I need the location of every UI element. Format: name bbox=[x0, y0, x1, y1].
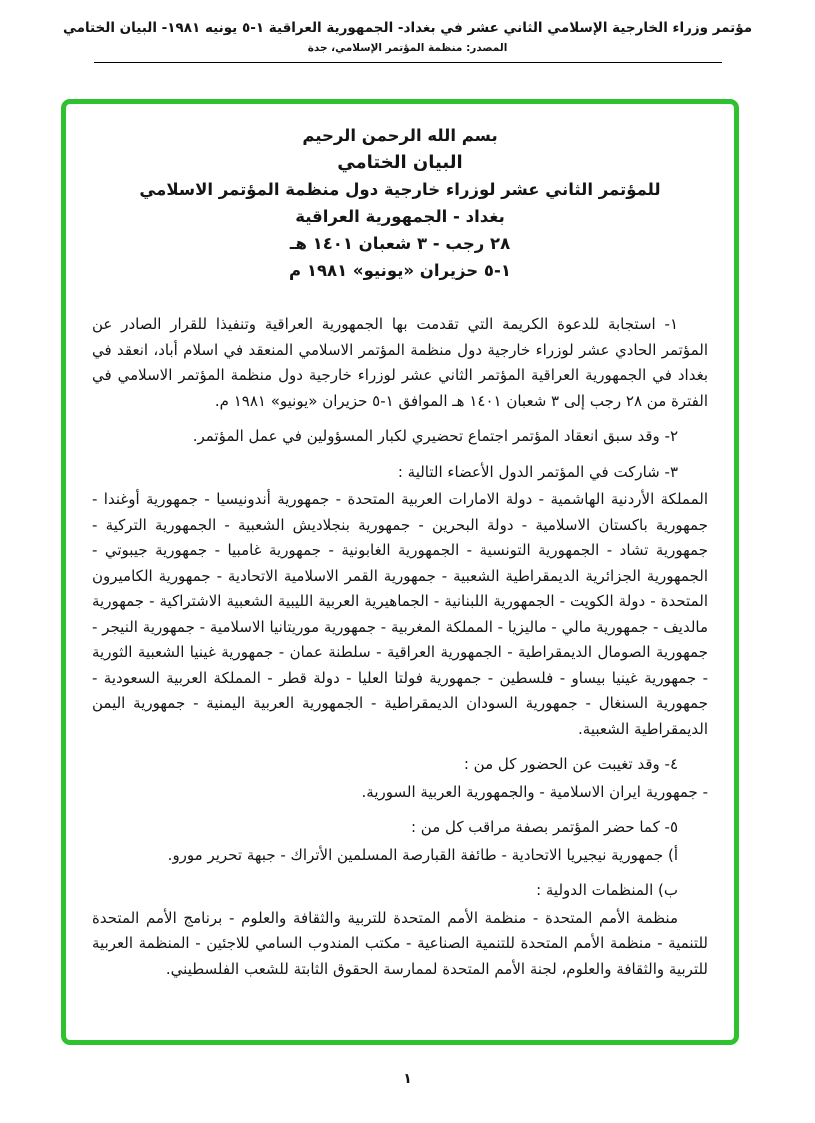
header-title: مؤتمر وزراء الخارجية الإسلامي الثاني عشر في بغداد- الجمهورية العراقية ١-٥ يونيه ١٩٨١- البيان الختامي bbox=[62, 20, 753, 36]
page-footer bbox=[0, 1068, 815, 1087]
date-gregorian: ١-٥ حزيران «يونيو» ١٩٨١ م bbox=[289, 261, 511, 280]
paragraph-3-heading: ٣- شاركت في المؤتمر الدول الأعضاء التالية : bbox=[397, 462, 678, 481]
international-organizations-list: منظمة الأمم المتحدة - منظمة الأمم المتحدة للتربية والثقافة والعلوم - برنامج الأمم المتحدة للتنمية - منظمة الأمم المتحدة للتنمية الصناعية - مكتب المندوب السامي للاجئين - المنظمة العربية للتربية والثقافة والعلوم، لجنة الأمم المتحدة لممارسة الحقوق الثابتة للشعب الفلسطيني. bbox=[92, 908, 708, 978]
paragraph-2: ٢- وقد سبق انعقاد المؤتمر اجتماع تحضيري لكبار المسؤولين في عمل المؤتمر. bbox=[192, 427, 678, 445]
paragraph-4-heading: ٤- وقد تغيبت عن الحضور كل من : bbox=[463, 755, 678, 773]
page-number: ١ bbox=[403, 1071, 412, 1087]
observers-item-a: أ) جمهورية نيجيريا الاتحادية - طائفة القبارصة المسلمين الأتراك - جبهة تحرير مورو. bbox=[167, 845, 678, 864]
header-source-note: المصدر: منظمة المؤتمر الإسلامي، جدة bbox=[307, 42, 508, 54]
paragraph-1: ١- استجابة للدعوة الكريمة التي تقدمت بها الجمهورية العراقية وتنفيذا للقرار الصادر عن المؤتمر الحادي عشر لوزراء خارجية دول منظمة المؤتمر الاسلامي المنعقد في اسلام أباد، انعقد في بغداد في الجمهورية العراقية المؤتمر الثاني عشر لوزراء خارجية دول منظمة المؤتمر الاسلامي في الفترة من ٢٨ رجب إلى ٣ شعبان ١٤٠١ هـ الموافق ١-٥ حزيران «يونيو» ١٩٨١ م. bbox=[92, 315, 708, 410]
communique-heading-block bbox=[92, 122, 708, 284]
basmala-line: بسم الله الرحمن الرحيم bbox=[302, 126, 498, 145]
document-subtitle: للمؤتمر الثاني عشر لوزراء خارجية دول منظمة المؤتمر الاسلامي bbox=[139, 180, 661, 199]
absent-states-list: - جمهورية ايران الاسلامية - والجمهورية العربية السورية. bbox=[361, 782, 708, 801]
member-states-list: المملكة الأردنية الهاشمية - دولة الامارات العربية المتحدة - جمهورية أندونيسيا - جمهورية أوغندا - جمهورية باكستان الاسلامية - دولة البحرين - جمهورية بنجلاديش الشعبية - الجمهورية التركية - جمهورية تشاد - الجمهورية التونسية - الجمهورية الغابونية - جمهورية غامبيا - جمهورية جيبوتي - الجمهورية الجزائرية الديمقراطية الشعبية - جمهورية القمر الاسلامية الاتحادية - جمهورية الكاميرون المتحدة - دولة الكويت - الجمهورية اللبنانية - الجماهيرية العربية الليبية الشعبية الاشتراكية - جمهورية مالديف - جمهورية مالي - ماليزيا - المملكة المغربية - جمهورية موريتانيا الاسلامية - جمهورية النيجر - جمهورية الصومال الديمقراطية - الجمهورية العراقية - سلطنة عمان - جمهورية غينيا الشعبية الثورية - جمهورية غينيا بيساو - فلسطين - جمهورية فولتا العليا - دولة قطر - المملكة العربية السعودية - جمهورية السنغال - جمهورية السودان الديمقراطية - الجمهورية العربية اليمنية - جمهورية اليمن الديمقراطية الشعبية. bbox=[92, 490, 708, 738]
document-title: البيان الختامي bbox=[337, 152, 463, 173]
document-location: بغداد - الجمهورية العراقية bbox=[295, 207, 505, 226]
communique-frame bbox=[61, 99, 739, 1045]
date-hijri: ٢٨ رجب - ٣ شعبان ١٤٠١ هـ bbox=[289, 234, 511, 253]
observers-item-b-heading: ب) المنظمات الدولية : bbox=[536, 881, 678, 899]
header-divider bbox=[94, 62, 722, 63]
page-header bbox=[0, 0, 815, 63]
paragraph-5-heading: ٥- كما حضر المؤتمر بصفة مراقب كل من : bbox=[410, 818, 678, 836]
